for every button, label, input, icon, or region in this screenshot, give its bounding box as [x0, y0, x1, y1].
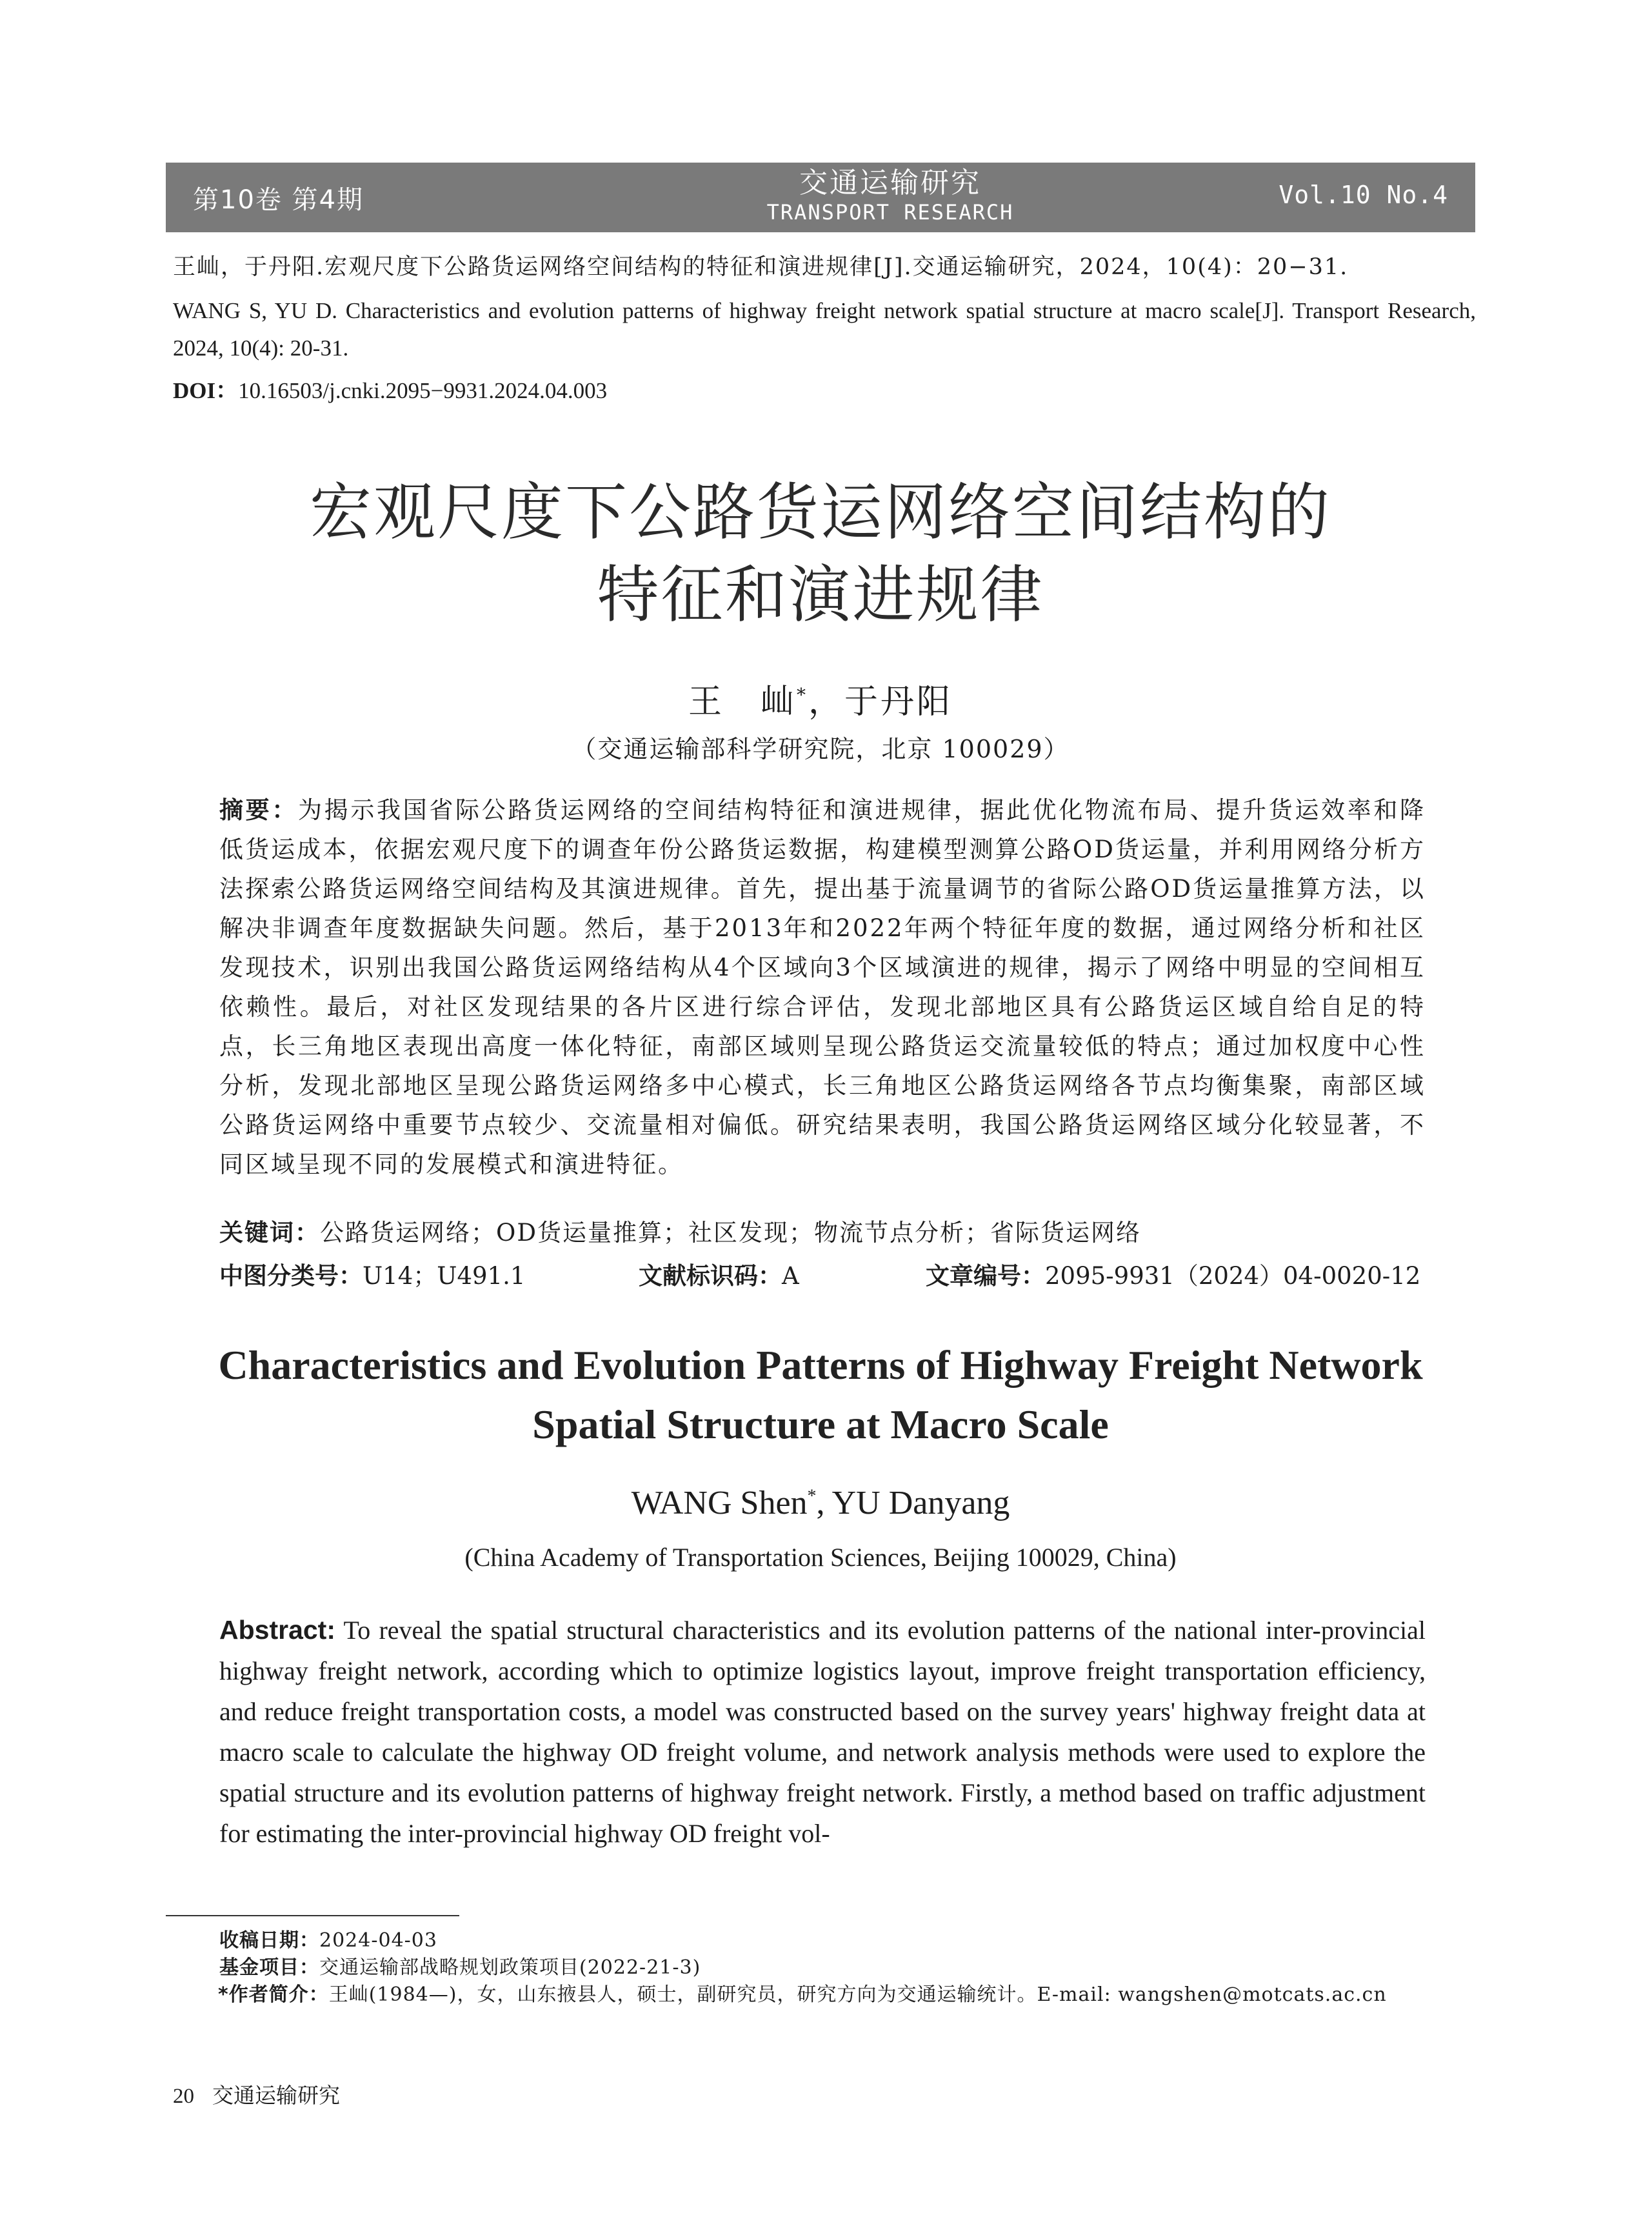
abstract-en-colon: : — [326, 1615, 335, 1645]
document-code-value: A — [782, 1262, 799, 1290]
author-en-first: WANG Shen — [631, 1485, 808, 1521]
clc-label: 中图分类号： — [219, 1262, 363, 1290]
doi-value[interactable]: 10.16503/j.cnki.2095−9931.2024.04.003 — [238, 378, 608, 403]
affiliation-cn: （交通运输部科学研究院，北京 100029） — [572, 735, 1070, 763]
footer-journal-name: 交通运输研究 — [212, 2083, 340, 2108]
author-cn-first: 王 屾 — [688, 683, 797, 721]
affiliation-en: (China Academy of Transportation Sciences, Beijing 100029, China) — [464, 1543, 1177, 1572]
fund-value: 交通运输部战略规划政策项目(2022-21-3) — [319, 1956, 701, 1979]
clc-code — [219, 1258, 525, 1294]
keywords-cn — [219, 1215, 1426, 1251]
author-cn-rest: ，于丹阳 — [808, 683, 953, 721]
authors-cn — [166, 674, 1475, 723]
abstract-cn-text: 为揭示我国省际公路货运网络的空间结构特征和演进规律，据此优化物流布局、提升货运效率和降低货运成本，依据宏观尺度下的调查年份公路货运数据，构建模型测算公路OD货运量，并利用网络分析方法探索公路货运网络空间结构及其演进规律。首先，提出基于流量调节的省际公路OD货运量推算方法，以解决非调查年度数据缺失问题。然后，基于2013年和2022年两个特征年度的数据，通过网络分析和社区发现技术，识别出我国公路货运网络结构从4个区域向3个区域演进的规律，揭示了网络中明显的空间相互依赖性。最后，对社区发现结果的各片区进行综合评估，发现北部地区具有公路货运区域自给自足的特点，长三角地区表现出高度一体化特征，南部区域则呈现公路货运交流量较低的特点；通过加权度中心性分析，发现北部地区呈现公路货运网络多中心模式，长三角地区公路货运网络各节点均衡集聚，南部区域公路货运网络中重要节点较少、交流量相对偏低。研究结果表明，我国公路货运网络区域分化较显著，不同区域呈现不同的发展模式和演进特征。 — [219, 796, 1426, 1178]
bio-label: *作者简介： — [218, 1983, 329, 2006]
article-number-value: 2095-9931（2024）04-0020-12 — [1045, 1262, 1421, 1290]
corresponding-mark-en: * — [807, 1486, 817, 1507]
paper-title-en-line2: Spatial Structure at Macro Scale — [532, 1401, 1109, 1447]
header-journal-name — [710, 166, 1071, 225]
page-footer — [173, 2079, 340, 2109]
paper-title-cn-line1: 宏观尺度下公路货运网络空间结构的 — [310, 476, 1331, 548]
received-label: 收稿日期： — [219, 1929, 319, 1952]
paper-title-en-line1: Characteristics and Evolution Patterns of Highway Freight Network — [218, 1342, 1423, 1388]
abstract-cn-label: 摘要： — [219, 796, 298, 824]
document-code-label: 文献标识码： — [639, 1262, 782, 1290]
footnote-received — [219, 1928, 1445, 1954]
author-en-rest: , YU Danyang — [816, 1485, 1010, 1521]
paper-title-en — [166, 1336, 1475, 1454]
footnote-author-bio — [218, 1982, 1444, 2008]
keywords-cn-text: 公路货运网络；OD货运量推算；社区发现；物流节点分析；省际货运网络 — [320, 1219, 1141, 1247]
abstract-cn — [219, 790, 1426, 1184]
doi-label: DOI： — [173, 378, 239, 403]
abstract-en-label: Abstract — [219, 1615, 327, 1645]
clc-value: U14；U491.1 — [363, 1262, 526, 1290]
keywords-cn-label: 关键词： — [219, 1219, 320, 1247]
paper-title-cn — [166, 471, 1475, 636]
page-number: 20 — [173, 2085, 194, 2108]
citation-en: WANG S, YU D. Characteristics and evolution patterns of highway freight network spatial structure at macro scale[J]. Transport Research, 2024, 10(4): 20-31. — [173, 298, 1476, 361]
article-number-label: 文章编号： — [926, 1262, 1045, 1290]
abstract-en — [219, 1610, 1426, 1854]
header-volume-issue-en: Vol.10 No.4 — [1279, 181, 1448, 209]
citation-cn: 王屾，于丹阳.宏观尺度下公路货运网络空间结构的特征和演进规律[J].交通运输研究，2024，10(4)：20−31. — [173, 254, 1349, 280]
received-value: 2024-04-03 — [319, 1929, 437, 1952]
footnote-fund — [219, 1955, 1445, 1981]
corresponding-mark: * — [797, 684, 808, 706]
header-journal-en: TRANSPORT RESEARCH — [766, 200, 1014, 225]
header-journal-cn: 交通运输研究 — [799, 166, 981, 199]
doi-line — [173, 373, 607, 405]
article-number — [926, 1258, 1420, 1294]
footnote-rule — [166, 1915, 459, 1916]
fund-label: 基金项目： — [219, 1956, 319, 1979]
abstract-en-text: To reveal the spatial structural characteristics and its evolution patterns of the national inter-provincial highway freight network, according which to optimize logistics layout, improve freight transportation efficiency, and reduce freight transportation costs, a model was constructed based on the survey years' highway freight data at macro scale to calculate the highway OD freight volume, and network analysis methods were used to explore the spatial structure and its evolution patterns of highway freight network. Firstly, a method based on traffic adjustment for estimating the inter-provincial highway OD freight vol- — [219, 1616, 1426, 1848]
paper-title-cn-line2: 特征和演进规律 — [597, 559, 1044, 631]
authors-en — [166, 1484, 1475, 1522]
bio-value: 王屾(1984—)，女，山东掖县人，硕士，副研究员，研究方向为交通运输统计。E-mail: wangshen@motcats.ac.cn — [328, 1983, 1387, 2006]
header-volume-issue-cn: 第10卷 第4期 — [193, 185, 364, 215]
document-code — [639, 1258, 799, 1294]
